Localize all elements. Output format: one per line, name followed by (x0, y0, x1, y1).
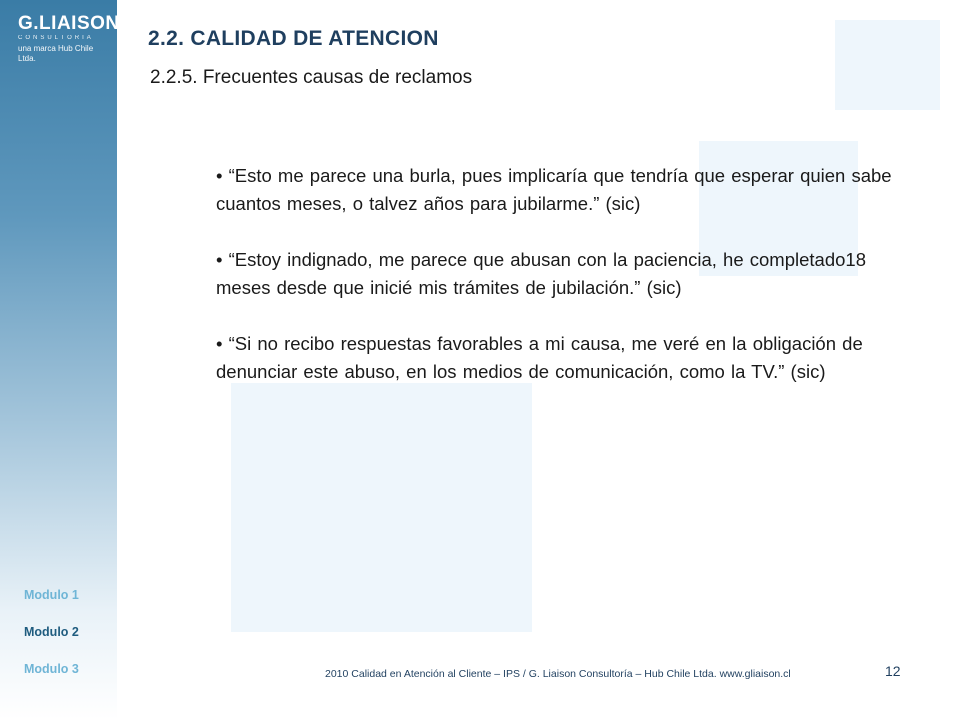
footer-text: 2010 Calidad en Atención al Cliente – IPS / G. Liaison Consultoría – Hub Chile Ltda. www.gliaison.cl (325, 668, 791, 680)
company-logo (18, 13, 120, 64)
logo-wordmark: G.LIAISON (18, 13, 120, 34)
complaints-list (216, 162, 901, 414)
list-item: • “Si no recibo respuestas favorables a mi causa, me veré en la obligación de denunciar este abuso, en los medios de comunicación, como la TV.” (sic) (216, 333, 863, 382)
nav-item-modulo-3[interactable]: Modulo 3 (24, 662, 79, 676)
module-nav (24, 577, 79, 688)
logo-subtitle: CONSULTORIA (18, 35, 94, 41)
list-item: • “Esto me parece una burla, pues implicaría que tendría que esperar quien sabe cuantos meses, o talvez años para jubilarme.” (sic) (216, 165, 892, 214)
decorative-square (835, 20, 940, 110)
sidebar (0, 0, 120, 720)
list-item: • “Estoy indignado, me parece que abusan con la paciencia, he completado18 meses desde que inicié mis trámites de jubilación.” (sic) (216, 249, 866, 298)
decorative-square (231, 383, 532, 632)
nav-item-modulo-1[interactable]: Modulo 1 (24, 588, 79, 602)
page-number: 12 (885, 663, 901, 679)
nav-item-modulo-2[interactable]: Modulo 2 (24, 625, 79, 639)
section-subtitle: 2.2.5. Frecuentes causas de reclamos (150, 67, 473, 88)
page-title: 2.2. CALIDAD DE ATENCION (148, 27, 439, 50)
logo-tagline: una marca Hub Chile Ltda. (18, 44, 94, 63)
